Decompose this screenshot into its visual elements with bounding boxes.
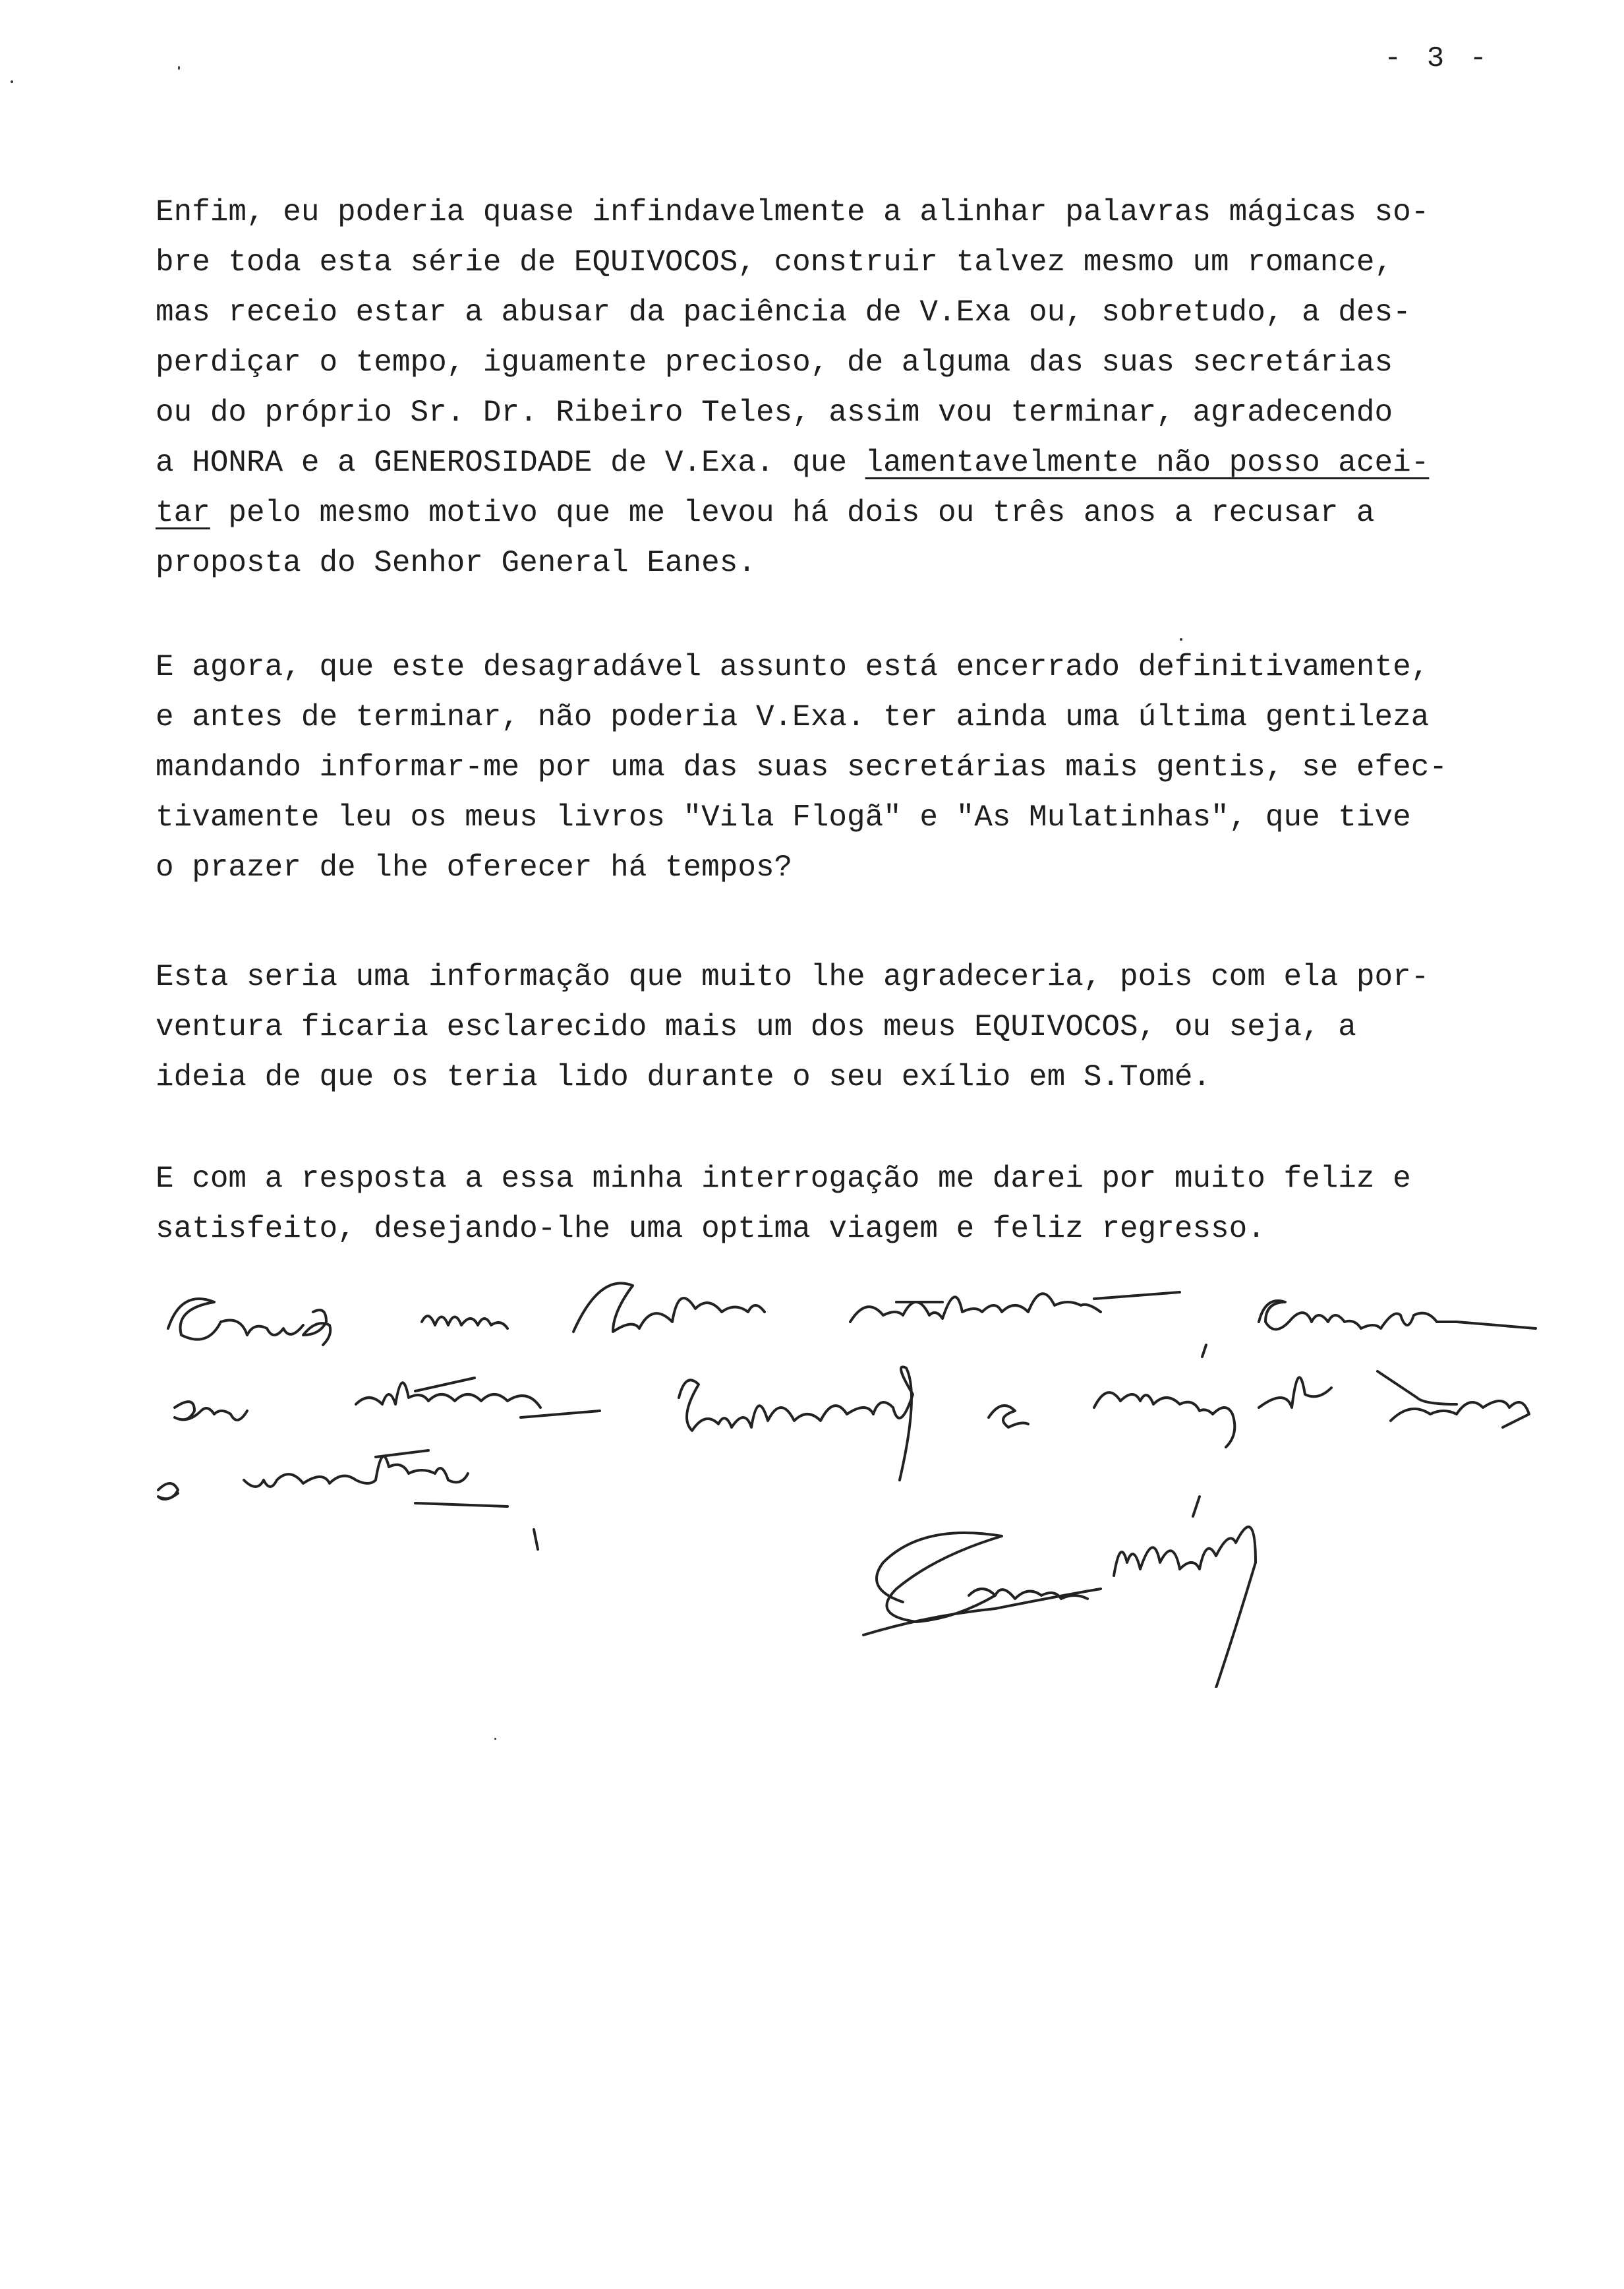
text-segment: E com a resposta a essa minha interrogação me darei por muito feliz e bbox=[156, 1162, 1411, 1196]
paragraph-3 bbox=[156, 952, 1429, 1102]
scan-speck bbox=[1180, 638, 1182, 641]
paragraph-2 bbox=[156, 642, 1447, 893]
text-line bbox=[156, 692, 1447, 742]
text-segment: mas receio estar a abusar da paciência de V.Exa ou, sobretudo, a des- bbox=[156, 295, 1411, 330]
paragraph-4 bbox=[156, 1154, 1411, 1254]
text-line bbox=[156, 187, 1429, 237]
handwritten-line-3 bbox=[158, 1450, 538, 1549]
text-segment: ventura ficaria esclarecido mais um dos meus EQUIVOCOS, ou seja, a bbox=[156, 1010, 1356, 1044]
scan-speck bbox=[11, 80, 13, 83]
text-line bbox=[156, 388, 1429, 438]
text-line bbox=[156, 742, 1447, 792]
text-segment: Esta seria uma informação que muito lhe agradeceria, pois com ela por- bbox=[156, 960, 1430, 994]
text-line bbox=[156, 1002, 1429, 1052]
text-segment: E agora, que este desagradável assunto está encerrado definitivamente, bbox=[156, 650, 1430, 684]
text-segment: lamentavelmente não posso acei- bbox=[865, 446, 1430, 480]
text-line bbox=[156, 843, 1447, 893]
text-line bbox=[156, 642, 1447, 692]
scan-speck bbox=[178, 66, 180, 70]
text-segment: o prazer de lhe oferecer há tempos? bbox=[156, 850, 793, 885]
handwritten-closing-drawing bbox=[138, 1266, 1588, 1688]
text-line bbox=[156, 1204, 1411, 1254]
text-line bbox=[156, 287, 1429, 338]
text-segment: bre toda esta série de EQUIVOCOS, construir talvez mesmo um romance, bbox=[156, 245, 1393, 280]
handwritten-line-2 bbox=[175, 1367, 1529, 1480]
text-line bbox=[156, 1154, 1411, 1204]
text-segment: pelo mesmo motivo que me levou há dois ou três anos a recusar a bbox=[210, 496, 1375, 530]
text-line bbox=[156, 488, 1429, 538]
text-segment: tivamente leu os meus livros "Vila Flogã" e "As Mulatinhas", que tive bbox=[156, 800, 1411, 835]
text-segment: mandando informar-me por uma das suas secretárias mais gentis, se efec- bbox=[156, 750, 1447, 785]
text-segment: perdiçar o tempo, iguamente precioso, de alguma das suas secretárias bbox=[156, 345, 1393, 380]
page-number: - 3 - bbox=[1384, 42, 1492, 75]
text-segment: satisfeito, desejando-lhe uma optima viagem e feliz regresso. bbox=[156, 1212, 1265, 1246]
text-segment: proposta do Senhor General Eanes. bbox=[156, 546, 756, 580]
text-line bbox=[156, 538, 1429, 588]
text-segment: ideia de que os teria lido durante o seu exílio em S.Tomé. bbox=[156, 1060, 1211, 1094]
handwritten-closing bbox=[138, 1266, 1588, 1688]
text-line bbox=[156, 338, 1429, 388]
text-line bbox=[156, 438, 1429, 488]
text-segment: ou do próprio Sr. Dr. Ribeiro Teles, assim vou terminar, agradecendo bbox=[156, 396, 1393, 430]
scan-speck bbox=[494, 1738, 496, 1740]
text-line bbox=[156, 952, 1429, 1002]
text-line bbox=[156, 1052, 1429, 1102]
text-line bbox=[156, 237, 1429, 287]
text-line bbox=[156, 792, 1447, 843]
paragraph-1 bbox=[156, 187, 1429, 588]
text-segment: tar bbox=[156, 496, 210, 530]
signature bbox=[863, 1497, 1256, 1688]
text-segment: Enfim, eu poderia quase infindavelmente a alinhar palavras mágicas so- bbox=[156, 195, 1430, 229]
text-segment: a HONRA e a GENEROSIDADE de V.Exa. que bbox=[156, 446, 865, 480]
text-segment: e antes de terminar, não poderia V.Exa. ter ainda uma última gentileza bbox=[156, 700, 1430, 734]
handwritten-line-1 bbox=[168, 1283, 1536, 1357]
